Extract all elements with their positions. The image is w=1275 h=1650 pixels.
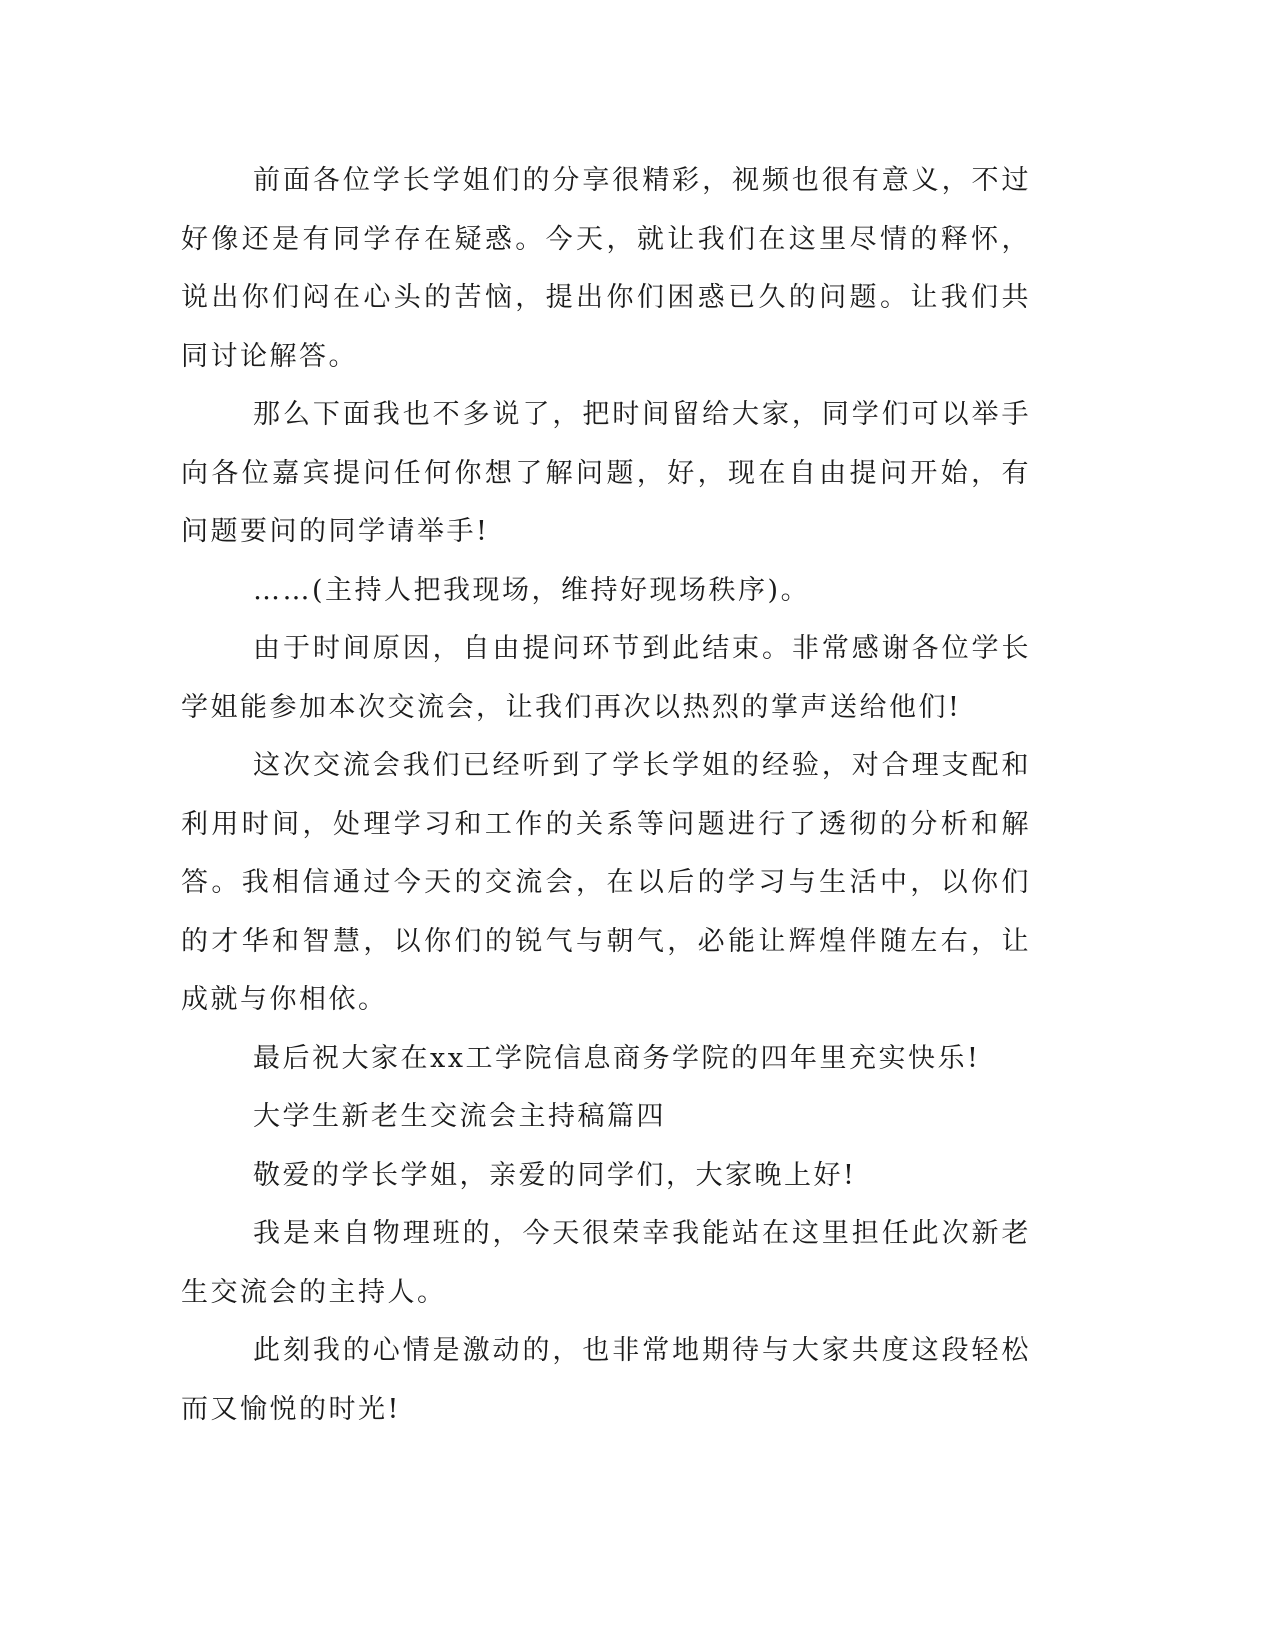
paragraph-1: 前面各位学长学姐们的分享很精彩，视频也很有意义，不过好像还是有同学存在疑惑。今天，就让我们在这里尽情的释怀，说出你们闷在心头的苦恼，提出你们困惑已久的问题。让我们共同讨论解答。 (181, 165, 1031, 372)
paragraph-9: 我是来自物理班的，今天很荣幸我能站在这里担任此次新老生交流会的主持人。 (181, 1218, 1031, 1308)
paragraph-10: 此刻我的心情是激动的，也非常地期待与大家共度这段轻松而又愉悦的时光! (181, 1335, 1031, 1425)
document-body (181, 152, 1031, 1439)
paragraph-3: ……(主持人把我现场，维持好现场秩序)。 (253, 574, 811, 606)
paragraph-4: 由于时间原因，自由提问环节到此结束。非常感谢各位学长学姐能参加本次交流会，让我们再次以热烈的掌声送给他们! (181, 633, 1031, 723)
paragraph-8: 敬爱的学长学姐，亲爱的同学们，大家晚上好! (253, 1159, 857, 1191)
paragraph-6: 最后祝大家在xx工学院信息商务学院的四年里充实快乐! (253, 1042, 981, 1074)
paragraph-5: 这次交流会我们已经听到了学长学姐的经验，对合理支配和利用时间，处理学习和工作的关系等问题进行了透彻的分析和解答。我相信通过今天的交流会，在以后的学习与生活中，以你们的才华和智慧，以你们的锐气与朝气，必能让辉煌伴随左右，让成就与你相依。 (181, 750, 1031, 1015)
section-heading: 大学生新老生交流会主持稿篇四 (253, 1101, 666, 1132)
paragraph-2: 那么下面我也不多说了，把时间留给大家，同学们可以举手向各位嘉宾提问任何你想了解问题，好，现在自由提问开始，有问题要问的同学请举手! (181, 399, 1031, 547)
